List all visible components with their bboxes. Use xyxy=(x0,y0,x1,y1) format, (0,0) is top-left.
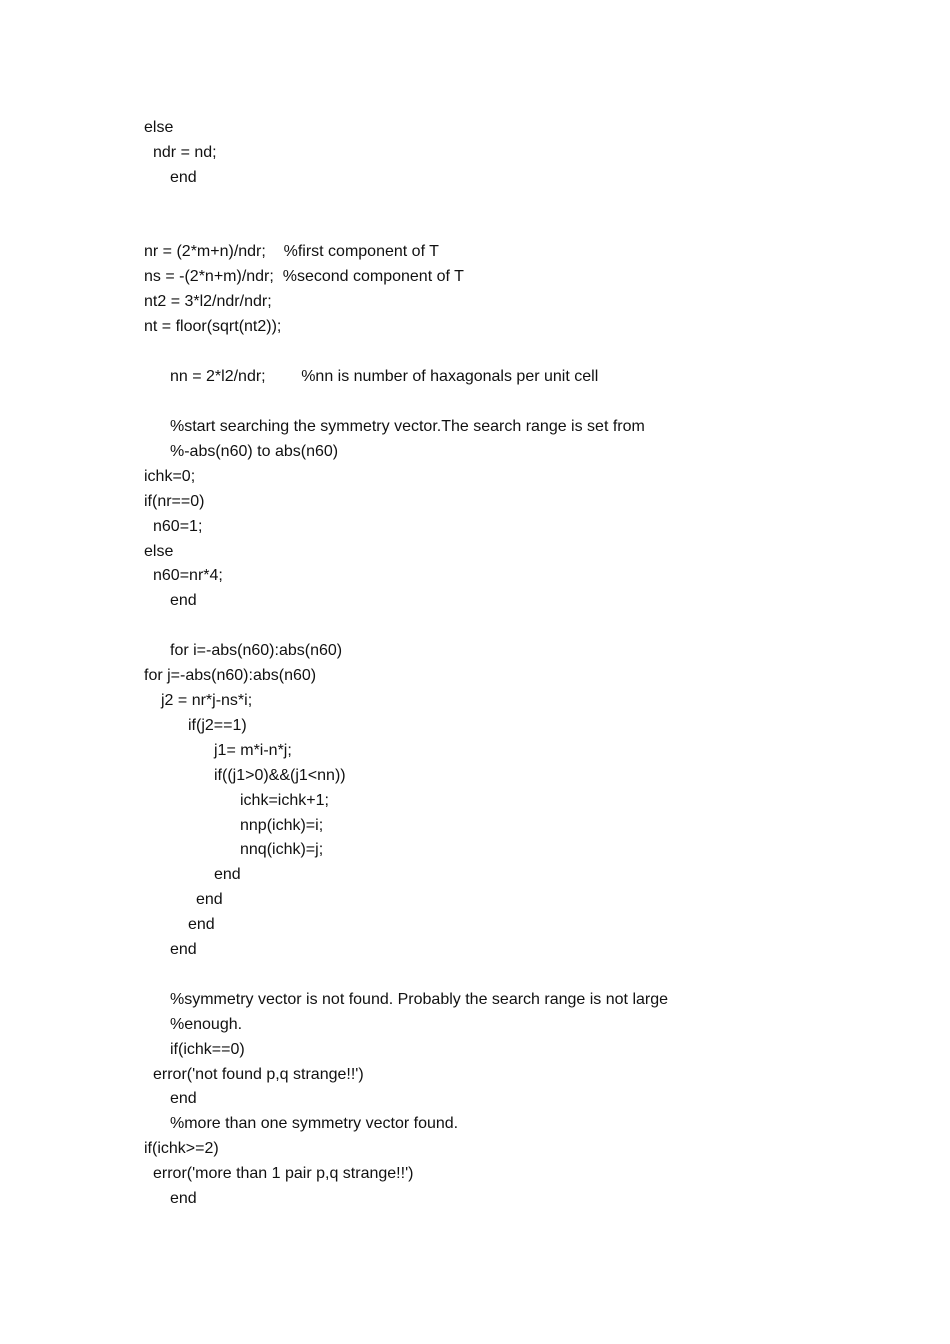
code-line: nt2 = 3*l2/ndr/ndr; xyxy=(144,293,272,310)
code-line: end xyxy=(188,916,215,933)
code-line: j2 = nr*j-ns*i; xyxy=(161,692,253,709)
code-line: else xyxy=(144,119,174,136)
code-line: end xyxy=(170,592,197,609)
code-line: error('more than 1 pair p,q strange!!') xyxy=(153,1165,414,1182)
code-line: %more than one symmetry vector found. xyxy=(170,1115,459,1132)
code-line: %-abs(n60) to abs(n60) xyxy=(170,443,339,460)
code-line: if(ichk==0) xyxy=(170,1041,245,1058)
code-line: if(nr==0) xyxy=(144,493,205,510)
code-line: if((j1>0)&&(j1<nn)) xyxy=(214,767,346,784)
code-line: j1= m*i-n*j; xyxy=(214,742,292,759)
code-line: nnp(ichk)=i; xyxy=(240,817,324,834)
code-line: ndr = nd; xyxy=(153,144,217,161)
code-line: end xyxy=(214,866,241,883)
code-line: if(j2==1) xyxy=(188,717,247,734)
code-line: n60=nr*4; xyxy=(153,567,223,584)
code-line: else xyxy=(144,543,174,560)
code-line: %start searching the symmetry vector.The search range is set from xyxy=(170,418,645,435)
code-line: end xyxy=(196,891,223,908)
code-line: %enough. xyxy=(170,1016,243,1033)
code-line: %symmetry vector is not found. Probably the search range is not large xyxy=(170,991,669,1008)
code-line: end xyxy=(170,1190,197,1207)
code-line: end xyxy=(170,941,197,958)
code-line: end xyxy=(170,169,197,186)
code-line: nr = (2*m+n)/ndr; %first component of T xyxy=(144,243,439,260)
code-line: n60=1; xyxy=(153,518,203,535)
code-line: nt = floor(sqrt(nt2)); xyxy=(144,318,282,335)
code-line: if(ichk>=2) xyxy=(144,1140,219,1157)
code-line: for j=-abs(n60):abs(n60) xyxy=(144,667,317,684)
code-line: ichk=0; xyxy=(144,468,196,485)
code-line: error('not found p,q strange!!') xyxy=(153,1066,364,1083)
code-line: nn = 2*l2/ndr; %nn is number of haxagonals per unit cell xyxy=(170,368,599,385)
code-line: end xyxy=(170,1090,197,1107)
code-line: ichk=ichk+1; xyxy=(240,792,329,809)
code-line: ns = -(2*n+m)/ndr; %second component of T xyxy=(144,268,464,285)
code-line: for i=-abs(n60):abs(n60) xyxy=(170,642,343,659)
code-line: nnq(ichk)=j; xyxy=(240,841,324,858)
